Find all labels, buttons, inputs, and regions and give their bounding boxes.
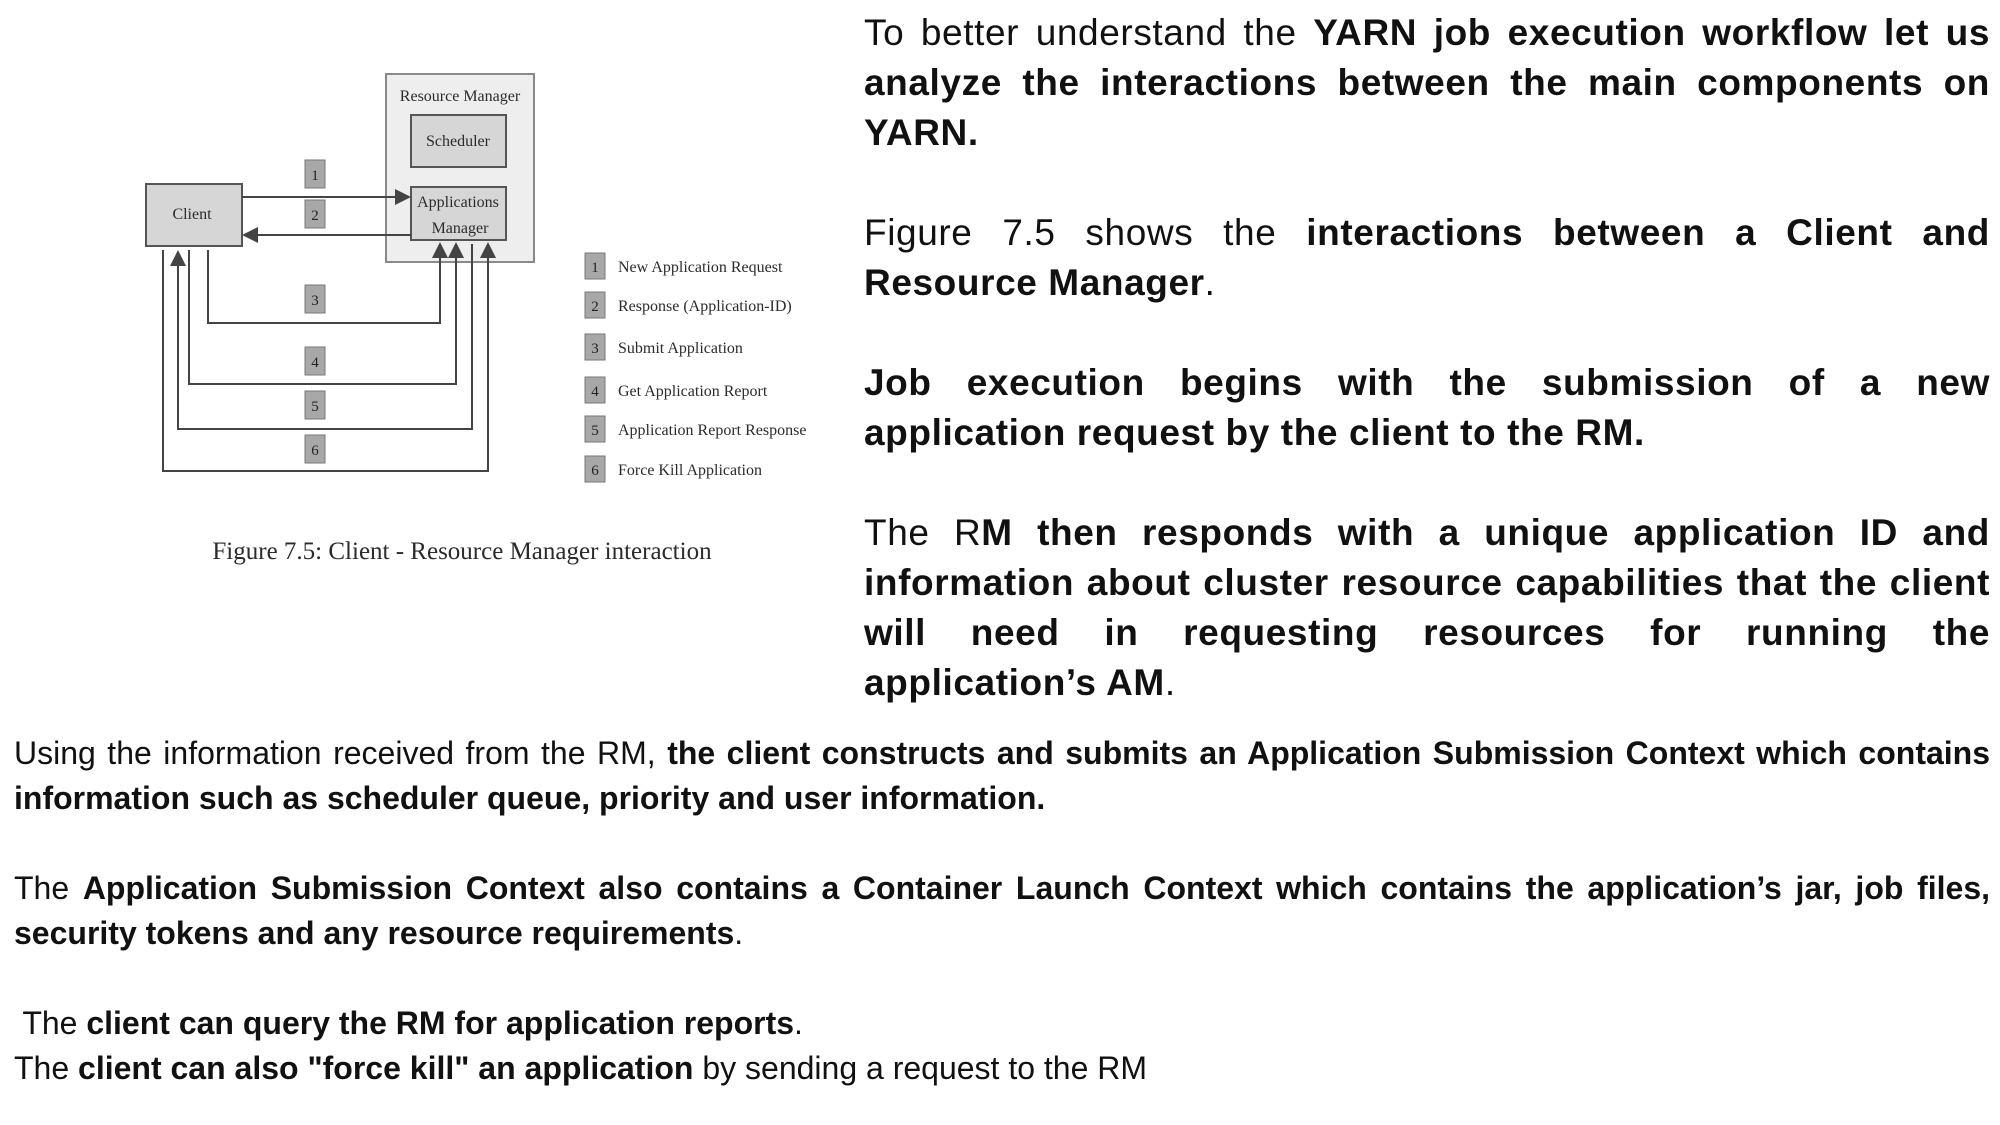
svg-text:Response (Application-ID): Response (Application-ID): [618, 298, 792, 315]
arrow-number-4: [305, 347, 325, 375]
applications-manager-label-line1: Applications: [417, 194, 499, 211]
legend-item-3: [585, 334, 743, 360]
svg-text:4: 4: [311, 355, 319, 371]
arrow-number-6: [305, 435, 325, 463]
paragraph-2: Figure 7.5 shows the interactions between a Client and Resource Manager.: [864, 212, 1990, 303]
intro-text-column: [864, 8, 1990, 758]
body-text-column: [14, 731, 1990, 1091]
legend-item-6: [585, 456, 762, 482]
arrow-number-5: [305, 391, 325, 419]
legend-item-5: [585, 416, 806, 442]
arrow-number-1: [305, 160, 325, 188]
svg-text:Submit Application: Submit Application: [618, 340, 743, 357]
figure-caption: Figure 7.5: Client - Resource Manager interaction: [212, 538, 712, 565]
applications-manager-label-line2: Manager: [431, 220, 489, 237]
arrow-number-3: [305, 285, 325, 313]
paragraph-3: Job execution begins with the submission of a new application request by the client to the RM.: [864, 362, 1990, 453]
svg-text:Force Kill Application: Force Kill Application: [618, 462, 762, 479]
client-rm-interaction-diagram: [0, 0, 840, 600]
paragraph-4: The RM then responds with a unique application ID and information about cluster resource capabilities that the client will need in requesting resources for running the application’s AM.: [864, 512, 1990, 703]
resource-manager-label: Resource Manager: [399, 88, 521, 105]
svg-text:Get Application Report: Get Application Report: [618, 383, 768, 400]
legend-item-1: [585, 253, 783, 279]
svg-text:Application Report Response: Application Report Response: [618, 422, 807, 439]
paragraph-1: To better understand the YARN job execution workflow let us analyze the interactions between the main components on YARN.: [864, 12, 1990, 153]
svg-text:2: 2: [311, 208, 319, 224]
paragraph-5: Using the information received from the RM, the client constructs and submits an Application Submission Context which contains information such as scheduler queue, priority and user information.: [14, 735, 1991, 816]
client-label: Client: [172, 206, 212, 223]
svg-text:1: 1: [311, 168, 319, 184]
arrow-number-2: [305, 200, 325, 228]
svg-text:3: 3: [311, 293, 319, 309]
legend-item-2: [585, 292, 792, 318]
svg-text:5: 5: [311, 399, 319, 415]
scheduler-label: Scheduler: [426, 133, 490, 150]
paragraph-6: The Application Submission Context also contains a Container Launch Context which contains the application’s jar, job files, security tokens and any resource requirements.: [14, 870, 1991, 951]
svg-text:2: 2: [591, 299, 599, 315]
paragraph-8: The client can also "force kill" an application by sending a request to the RM: [14, 1050, 1148, 1086]
svg-text:New Application Request: New Application Request: [618, 259, 783, 276]
svg-text:5: 5: [591, 423, 599, 439]
paragraph-7: The client can query the RM for application reports.: [14, 1005, 803, 1041]
svg-text:4: 4: [591, 384, 599, 400]
svg-text:6: 6: [591, 463, 599, 479]
svg-text:3: 3: [591, 341, 599, 357]
svg-text:1: 1: [591, 260, 599, 276]
legend-item-4: [585, 377, 768, 403]
svg-text:6: 6: [311, 443, 319, 459]
